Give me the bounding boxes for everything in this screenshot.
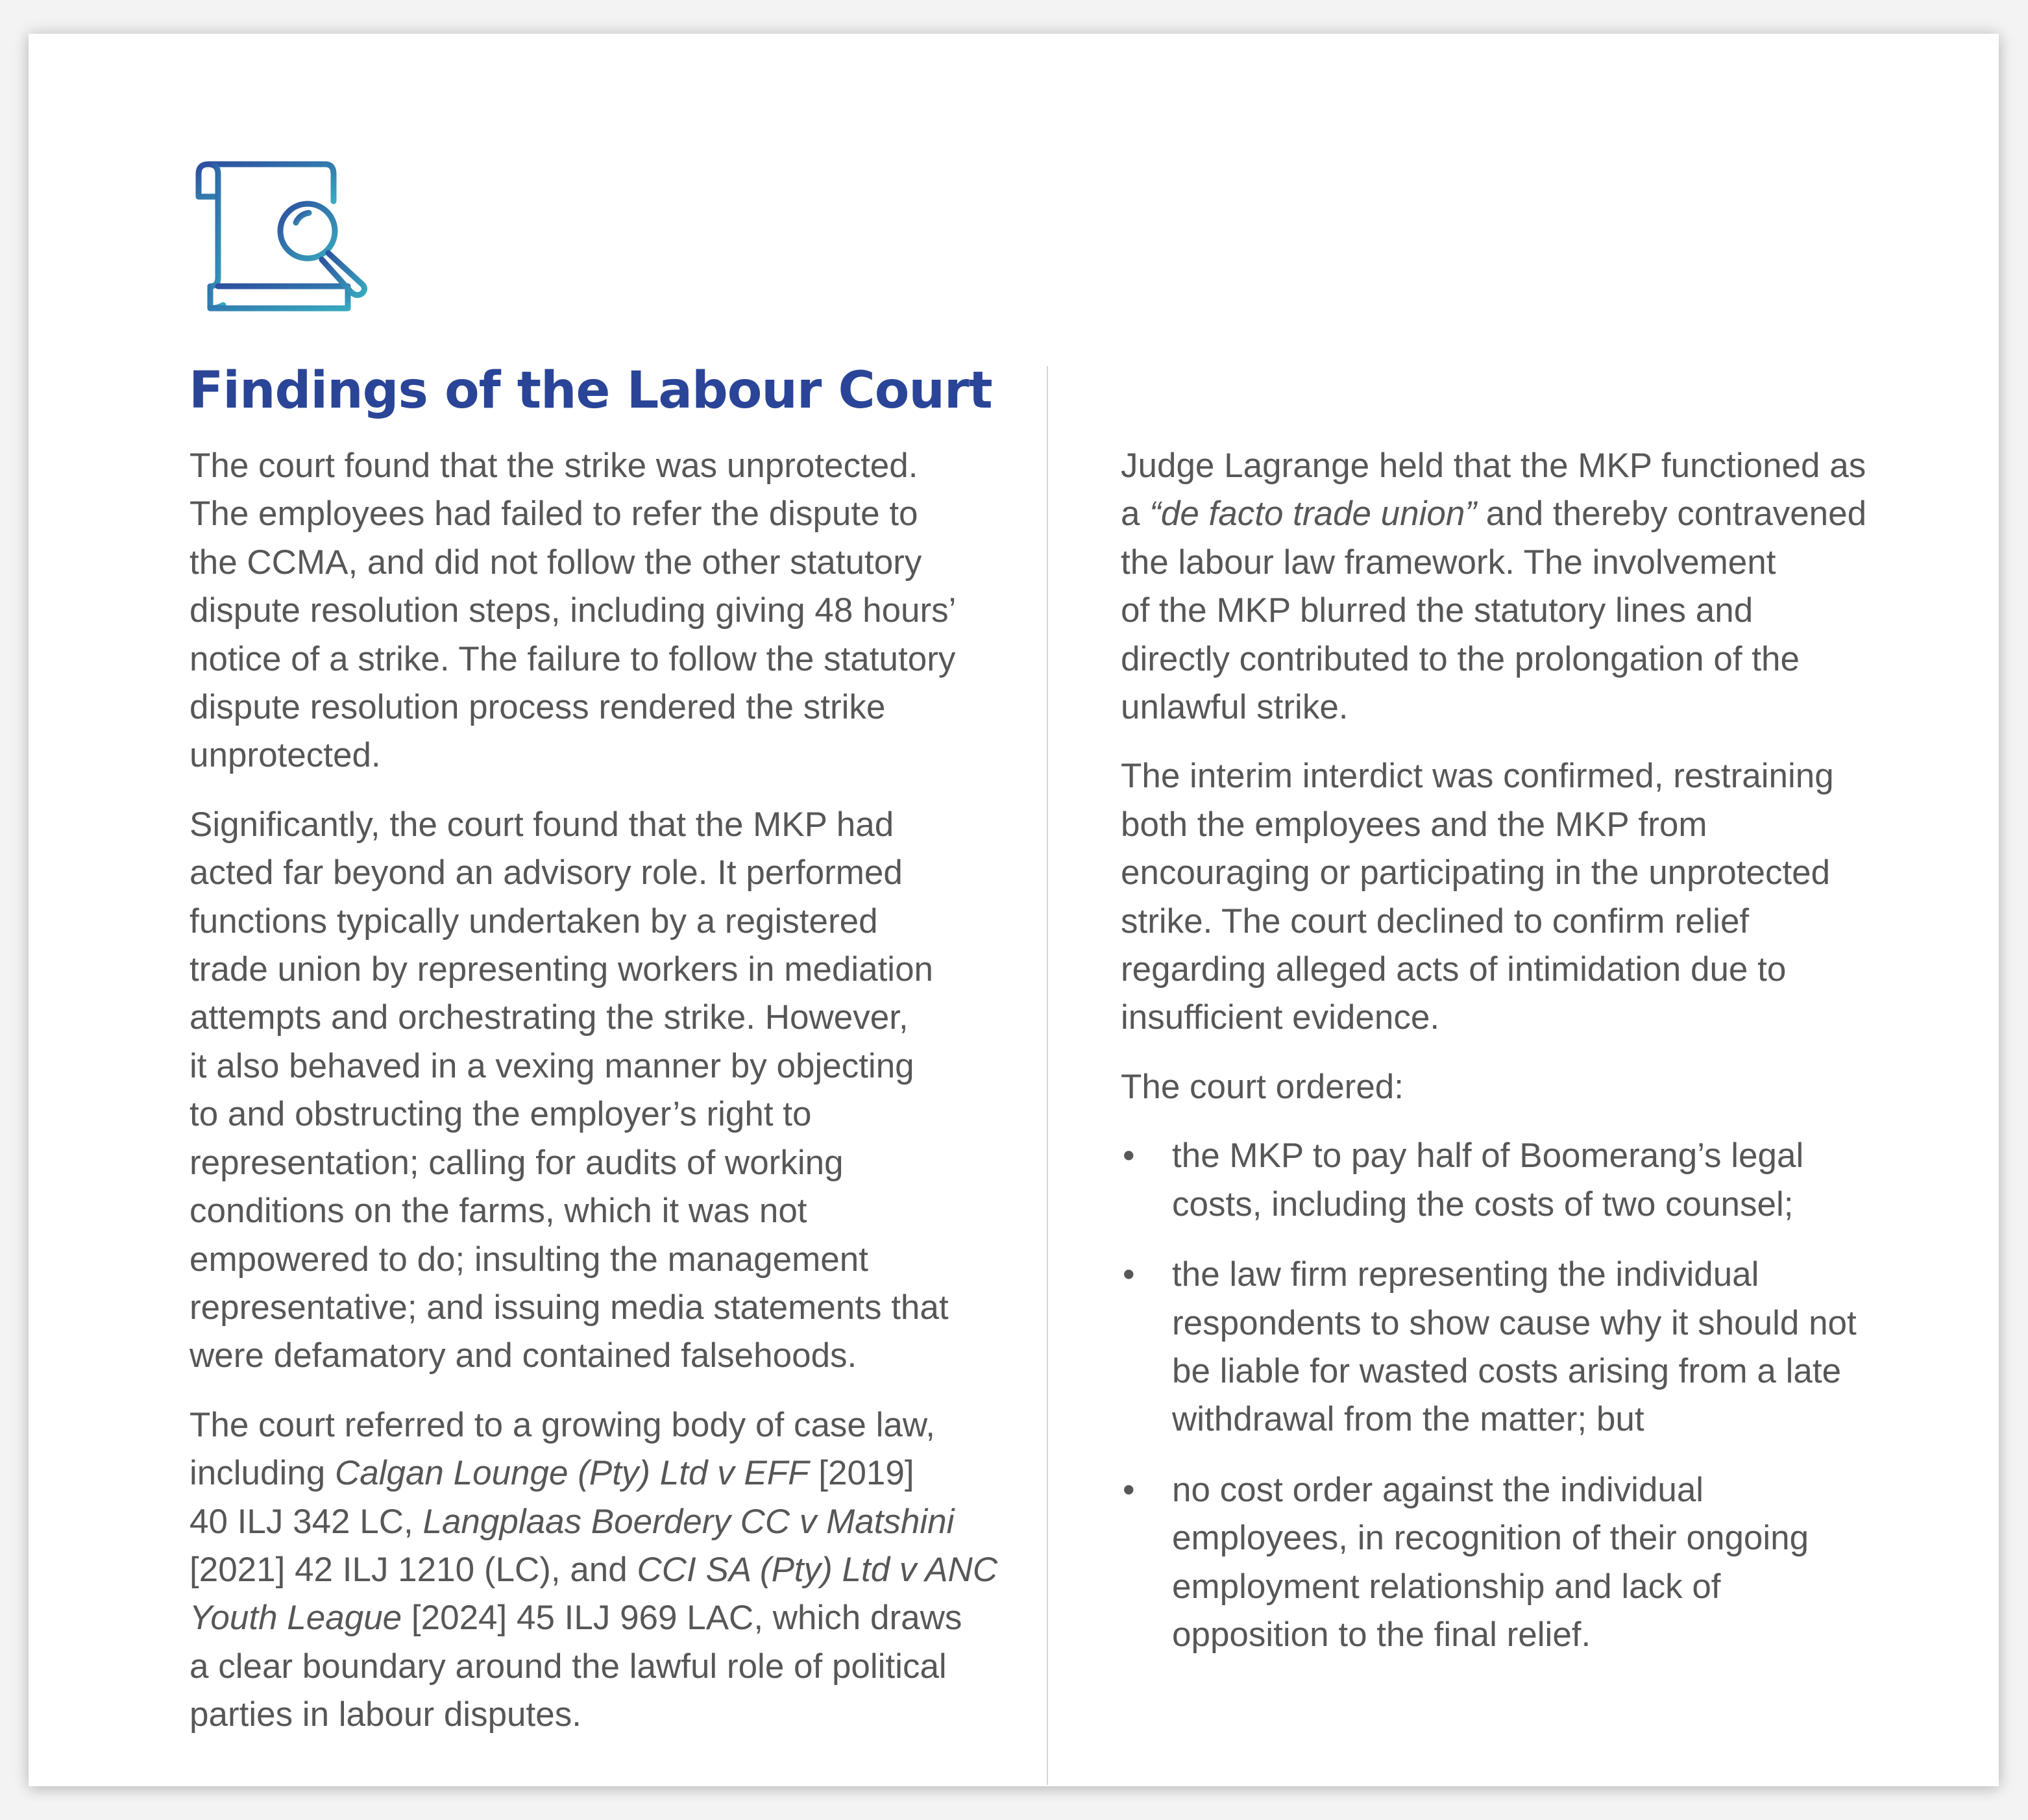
- paragraph-de-facto-union: [1121, 442, 1958, 732]
- text-line: encouraging or participating in the unprotected: [1121, 854, 1831, 892]
- list-item: [1121, 1132, 1958, 1229]
- text-line: the law firm representing the individual: [1172, 1255, 1759, 1294]
- text-line: insufficient evidence.: [1121, 998, 1440, 1037]
- case-citation: Calgan Lounge (Pty) Ltd v EFF: [334, 1454, 809, 1493]
- text-segment: and thereby contravened: [1476, 495, 1867, 534]
- text-line: [189, 1449, 1027, 1497]
- text-line: conditions on the farms, which it was not: [189, 1192, 807, 1231]
- text-line: the CCMA, and did not follow the other statutory: [189, 543, 922, 582]
- right-column: [1121, 442, 1958, 1681]
- text-segment: including: [189, 1454, 335, 1493]
- text-line: The court referred to a growing body of case law,: [189, 1405, 935, 1444]
- text-line: costs, including the costs of two counsel;: [1172, 1185, 1794, 1224]
- column-divider: [1047, 366, 1048, 1785]
- page-card: [29, 34, 1999, 1786]
- text-line: the MKP to pay half of Boomerang’s legal: [1172, 1137, 1804, 1175]
- text-line: [1121, 490, 1958, 538]
- text-line: unlawful strike.: [1121, 688, 1349, 727]
- quoted-term: “de facto trade union”: [1149, 495, 1477, 534]
- text-line: a clear boundary around the lawful role of political: [189, 1647, 947, 1686]
- paragraph-mkp-role: [189, 801, 1027, 1381]
- paragraph-case-law: [189, 1401, 1027, 1740]
- case-citation: Langplaas Boerdery CC v Matshini: [422, 1502, 955, 1541]
- text-line: [189, 1498, 1027, 1546]
- text-line: attempts and orchestrating the strike. However,: [189, 998, 909, 1037]
- text-line: trade union by representing workers in mediation: [189, 950, 934, 989]
- list-item: [1121, 1251, 1958, 1444]
- text-line: The court found that the strike was unprotected.: [189, 447, 918, 485]
- bullet-icon: •: [1123, 1470, 1135, 1509]
- text-line: The employees had failed to refer the dispute to: [189, 495, 918, 534]
- case-citation: CCI SA (Pty) Ltd v ANC: [637, 1550, 998, 1589]
- text-line: representative; and issuing media statements that: [189, 1288, 949, 1327]
- text-line: Judge Lagrange held that the MKP functioned as: [1121, 447, 1866, 485]
- text-segment: [2021] 42 ILJ 1210 (LC), and: [189, 1550, 637, 1589]
- text-line: [189, 1594, 1027, 1642]
- text-line: employment relationship and lack of: [1172, 1567, 1721, 1606]
- text-segment: 40 ILJ 342 LC,: [189, 1502, 423, 1541]
- text-line: were defamatory and contained falsehoods.: [189, 1336, 857, 1375]
- paragraph-strike-unprotected: [189, 442, 1027, 780]
- text-segment: [2019]: [809, 1454, 914, 1493]
- text-line: acted far beyond an advisory role. It performed: [189, 854, 903, 892]
- text-line: employees, in recognition of their ongoing: [1172, 1519, 1809, 1558]
- text-line: functions typically undertaken by a registered: [189, 902, 878, 941]
- text-line: unprotected.: [189, 736, 381, 775]
- text-line: parties in labour disputes.: [189, 1695, 581, 1734]
- text-line: regarding alleged acts of intimidation due to: [1121, 950, 1787, 989]
- text-line: directly contributed to the prolongation of the: [1121, 639, 1800, 678]
- case-citation: Youth League: [189, 1599, 402, 1638]
- text-line: dispute resolution process rendered the strike: [189, 688, 886, 727]
- text-line: withdrawal from the matter; but: [1172, 1400, 1644, 1439]
- text-line: respondents to show cause why it should not: [1172, 1303, 1857, 1342]
- orders-intro: The court ordered:: [1121, 1067, 1404, 1106]
- text-line: of the MKP blurred the statutory lines and: [1121, 591, 1753, 630]
- left-column: [189, 442, 1027, 1760]
- text-line: [189, 1546, 1027, 1594]
- text-line: dispute resolution steps, including giving 48 hours’: [189, 591, 957, 630]
- text-line: no cost order against the individual: [1172, 1470, 1704, 1509]
- text-line: empowered to do; insulting the management: [189, 1240, 868, 1279]
- text-segment: [2024] 45 ILJ 969 LAC, which draws: [402, 1599, 962, 1638]
- page-title: Findings of the Labour Court: [189, 362, 992, 420]
- list-item: [1121, 1466, 1958, 1660]
- paragraph-interim-interdict: [1121, 752, 1958, 1042]
- bullet-icon: •: [1123, 1137, 1135, 1175]
- text-line: it also behaved in a vexing manner by objecting: [189, 1046, 914, 1085]
- bullet-icon: •: [1123, 1255, 1135, 1294]
- text-line: strike. The court declined to confirm relief: [1121, 902, 1750, 941]
- text-line: notice of a strike. The failure to follow the statutory: [189, 639, 956, 678]
- text-line: to and obstructing the employer’s right to: [189, 1095, 812, 1134]
- text-line: representation; calling for audits of working: [189, 1143, 844, 1182]
- text-line: both the employees and the MKP from: [1121, 805, 1707, 844]
- text-line: Significantly, the court found that the MKP had: [189, 805, 894, 844]
- document-search-icon: [192, 161, 387, 317]
- text-line: be liable for wasted costs arising from a late: [1172, 1351, 1842, 1390]
- text-line: the labour law framework. The involvement: [1121, 543, 1776, 582]
- text-segment: a: [1121, 495, 1150, 534]
- orders-list: [1121, 1132, 1958, 1659]
- text-line: The interim interdict was confirmed, restraining: [1121, 757, 1834, 796]
- text-line: opposition to the final relief.: [1172, 1615, 1591, 1654]
